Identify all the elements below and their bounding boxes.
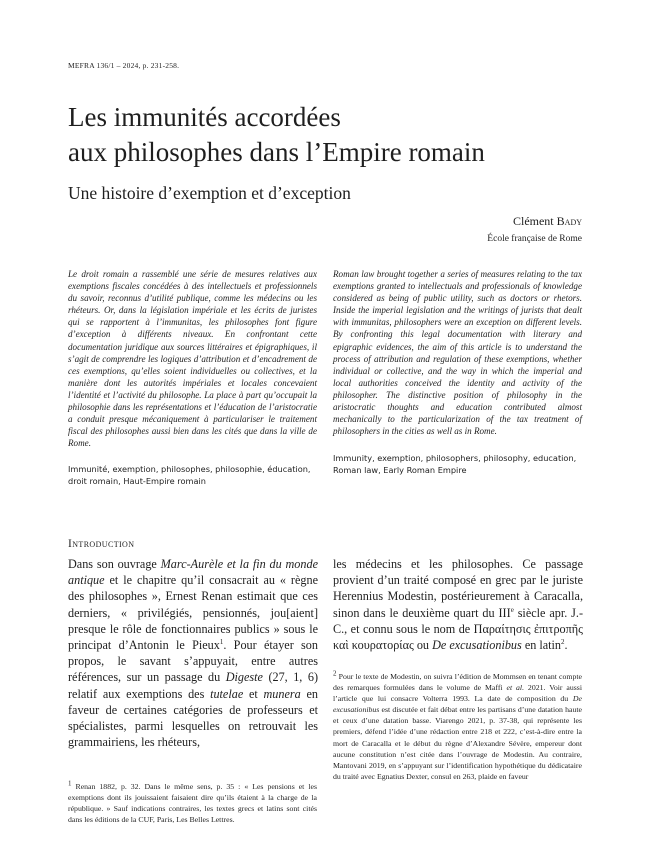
body-text: . Pour étayer son propos, le savant s’appuyait, entre autres références, sur un passage du xyxy=(68,638,318,685)
body-paragraph xyxy=(333,556,583,653)
author-last-name: Bady xyxy=(556,214,582,228)
latin-term: munera xyxy=(263,686,301,701)
body-text: (27, 1, 6) relatif aux exemptions des xyxy=(68,670,318,701)
footnote-ref-1[interactable]: 1 xyxy=(219,637,224,646)
title-line-2: aux philosophes dans l’Empire romain xyxy=(68,137,485,167)
footnote-text-italic: et al. xyxy=(506,683,525,693)
book-title: Marc-Aurèle et la fin du monde antique xyxy=(68,557,319,588)
body-text: Dans son ouvrage xyxy=(68,557,161,571)
book-title: De excusationibus xyxy=(432,638,522,653)
body-text: et le chapitre qu’il consacrait au « règne des philosophes », Ernest Renan estimait que ces derniers, « privilégiés, pensionnés, jou[aient] presque le rôle de fonctionnaires publics » sous le principat d’Antonin le Pieux xyxy=(68,573,318,653)
ordinal-superscript: e xyxy=(510,605,514,614)
footnote-1 xyxy=(68,781,317,825)
footnote-ref-2[interactable]: 2 xyxy=(561,637,565,646)
footnote-text: 2021. Voir aussi l’article que lui consacre Volterra 1993. La date de composition du xyxy=(333,683,582,704)
footnote-2 xyxy=(333,671,582,782)
journal-reference: MEFRA 136/1 – 2024, p. 231-258. xyxy=(68,61,180,70)
article-title xyxy=(68,100,608,170)
footnote-text: Pour le texte de Modestin, on suivra l’édition de Mommsen en tenant compte des remarques formulées dans le volume de Maffi xyxy=(333,672,582,693)
footnote-number: 1 xyxy=(68,779,72,788)
footnote-text: Renan 1882, p. 32. Dans le même sens, p. 35 : « Les pensions et les exemptions dont ils jouissaient faisaient dire qu’ils étaient à la charge de la république. » Sauf indications contraires, les textes grecs et latins sont cités dans les éditions de la CUF, Paris, Les Belles Lettres. xyxy=(68,782,318,825)
body-column-right xyxy=(333,556,583,653)
footnote-text: est discutée et fait débat entre les partisans d’une datation haute et ceux d’une datation basse. Viarengo 2021, p. 37-38, qui représente les premiers, défend l’idée d’une rédaction entre 218 et 222, c’est-à-dire entre la mort de Caracalla et le début du règne d’Alexandre Sévère, empereur dont aucune constitution n’est citée dans l’ouvrage de Modestin. Au contraire, Mantovani 2019, en s’appuyant sur l’identification hypothétique du dédicataire du traité avec Egnatius Dexter, consul en 263, plaide en faveur xyxy=(333,705,582,781)
title-line-1: Les immunités accordées xyxy=(68,102,341,132)
author-affiliation: École française de Rome xyxy=(487,234,582,244)
body-column-left xyxy=(68,556,318,750)
footnote-number: 2 xyxy=(333,669,337,678)
book-title: Digeste xyxy=(225,670,263,685)
body-text: les médecins et les philosophes. Ce passage provient d’un traité composé en grec par le juriste Herennius Modestin, postérieurement à Caracalla, sinon dans le deuxième quart du III xyxy=(333,557,583,620)
body-text: . xyxy=(564,638,568,653)
body-text: et xyxy=(243,686,264,701)
body-text: siècle apr. J.-C., et connu sous le nom de Παραίτησις ἐπιτροπῆς καὶ κουρατορίας ou xyxy=(333,605,584,653)
body-text: en latin xyxy=(521,638,562,653)
abstract-english: Roman law brought together a series of measures relating to the tax exemptions granted to intellectuals and professionals of knowledge considered as being of public utility, such as doctors or rhetors. Inside the imperial legislation and the writings of jurists that dealt with immunitas, philosophers were an exception on different levels. By confronting this legal documentation with literary and epigraphic evidences, the aim of this article is to understand the process of attribution and regulation of these exemptions, whether individual or collective, and the way in which the imperial and local authorities conceived the identity and activity of the philosopher. The distinctive position of philosophy in the aristocratic thoughts and education contributed almost mechanically to the particularization of the tax treatment of philosophers in the cities as well as in Rome. xyxy=(333,269,582,437)
latin-term: tutelae xyxy=(210,686,244,701)
author-name xyxy=(513,214,582,229)
keywords-english: Immunity, exemption, philosophers, philosophy, education, Roman law, Early Roman Empire xyxy=(333,453,577,475)
footnote-text-italic: De excusationibus xyxy=(333,694,582,715)
abstract-french: Le droit romain a rassemblé une série de mesures relatives aux exemptions fiscales concédées à des intellectuels et professionnels du savoir, reconnus d’utilité publique, comme les médecins ou les rhéteurs. Or, dans la législation impériale et les écrits de juristes qui se rapportent à l’immunitas, les philosophes font figure d’exception à différents niveaux. En confrontant cette documentation juridique aux sources littéraires et épigraphiques, il s’agit de comprendre les logiques d’attribution et d’encadrement de ces exemptions, qu’elles soient individuelles ou collectives, et la manière dont les autorités impériales et locales concevaient l’identité et l’activité du philosophe. La place à part qu’occupait la philosophie dans les représentations et l’éducation de l’aristocratie a conduit presque mécaniquement à particulariser le traitement fiscal des philosophes aussi bien dans les cités que dans la ville de Rome. xyxy=(68,269,317,449)
body-text: en faveur de certaines catégories de professeurs et spécialistes, parmi lesquelles on retrouvait les grammairiens, les rhéteurs, xyxy=(68,686,318,750)
keywords-french: Immunité, exemption, philosophes, philosophie, éducation, droit romain, Haut-Empire romain xyxy=(68,464,311,486)
author-first-name: Clément xyxy=(512,214,557,228)
article-subtitle: Une histoire d’exemption et d’exception xyxy=(68,183,351,203)
body-paragraph xyxy=(68,556,318,750)
section-heading: Introduction xyxy=(68,538,135,550)
